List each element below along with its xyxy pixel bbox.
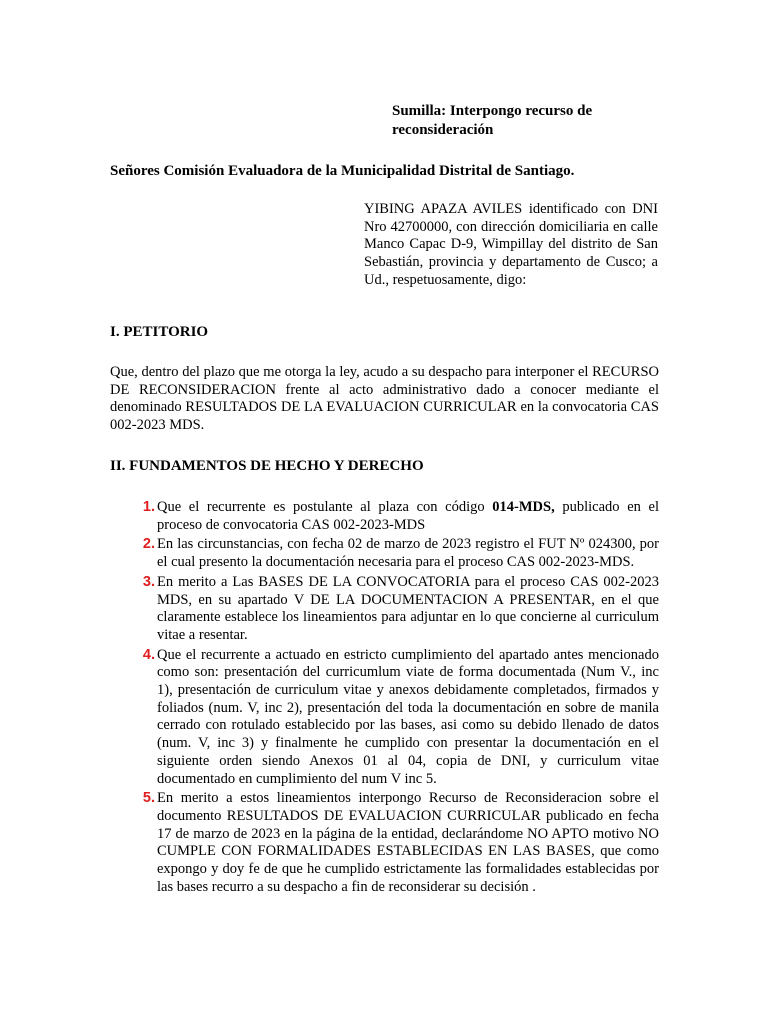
list-item [110, 499, 659, 534]
list-item-text: En merito a estos lineamientos interpongo Recurso de Reconsideracion sobre el documento RESULTADOS DE EVALUACION CURRICULAR publicado en fecha 17 de marzo de 2023 en la página de la entidad, declarándome NO APTO motivo NO CUMPLE CON FORMALIDADES ESTABLECIDAS EN LAS BASES, que como expongo y doy fe de que he cumplido estrictamente las formalidades establecidas por las bases recurro a su despacho a fin de reconsiderar su decisión . [157, 790, 659, 895]
list-item-text-after: publicado en el proceso de convocatoria CAS 002-2023-MDS [157, 499, 659, 533]
position-code: 014-MDS, [492, 499, 555, 515]
list-number: 2. [142, 536, 155, 553]
section-heading-fundamentos: II. FUNDAMENTOS DE HECHO Y DERECHO [110, 458, 424, 474]
list-item [110, 790, 659, 896]
list-number: 4. [142, 646, 155, 663]
list-item-text-before: Que el recurrente es postulante al plaza con código [157, 499, 493, 515]
petitorio-paragraph: Que, dentro del plazo que me otorga la ley, acudo a su despacho para interponer el RECURSO DE RECONSIDERACION frente al acto administrativo dado a conocer mediante el denominado RESULTADOS DE LA EVALUACION CURRICULAR en la convocatoria CAS 002-2023 MDS. [110, 364, 659, 434]
list-item-text [156, 499, 659, 534]
section-heading-petitorio: I. PETITORIO [110, 324, 209, 340]
addressee: Señores Comisión Evaluadora de la Municipalidad Distrital de Santiago. [110, 163, 575, 179]
list-number: 3. [142, 573, 155, 590]
sumilla: Sumilla: Interpongo recurso de reconsideración [392, 103, 593, 138]
petitioner-block: YIBING APAZA AVILES identificado con DNI Nro 42700000, con dirección domiciliaria en calle Manco Capac D-9, Wimpillay del distrito de San Sebastián, provincia y departamento de Cusco; a Ud., respetuosamente, digo: [364, 201, 658, 288]
list-item-text: En merito a Las BASES DE LA CONVOCATORIA para el proceso CAS 002-2023 MDS, en su apartado V DE LA DOCUMENTACION A PRESENTAR, en el que claramente establece los lineamientos para adjuntar en lo que concierne al curriculum vitae a resentar. [157, 573, 659, 643]
list-item [110, 647, 659, 789]
list-item-text: Que el recurrente a actuado en estricto cumplimiento del apartado antes mencionado como son: presentación del curricumlum viate de forma documentada (Num V., inc 1), presentación de curriculum vitae y anexos debidamente completados, firmados y foliados (num. V, inc 2), presentación del toda la documentación en sobre de manila cerrado con rotulado establecido por las bases, asi como su debido llenado de datos (num. V, inc 3) y finalmente he cumplido con presentar la documentación en el siguiente orden siendo Anexos 01 al 04, copia de DNI, y curriculum vitae documentado en cumplimiento del num V inc 5. [157, 646, 659, 787]
list-item [110, 574, 659, 645]
list-item [110, 536, 659, 571]
list-item-text: En las circunstancias, con fecha 02 de marzo de 2023 registro el FUT Nº 024300, por el cual presento la documentación necesaria para el proceso CAS 002-2023-MDS. [157, 536, 659, 571]
list-number: 1. [142, 499, 155, 515]
list-number: 5. [142, 790, 155, 807]
fundamentos-list [110, 499, 659, 898]
